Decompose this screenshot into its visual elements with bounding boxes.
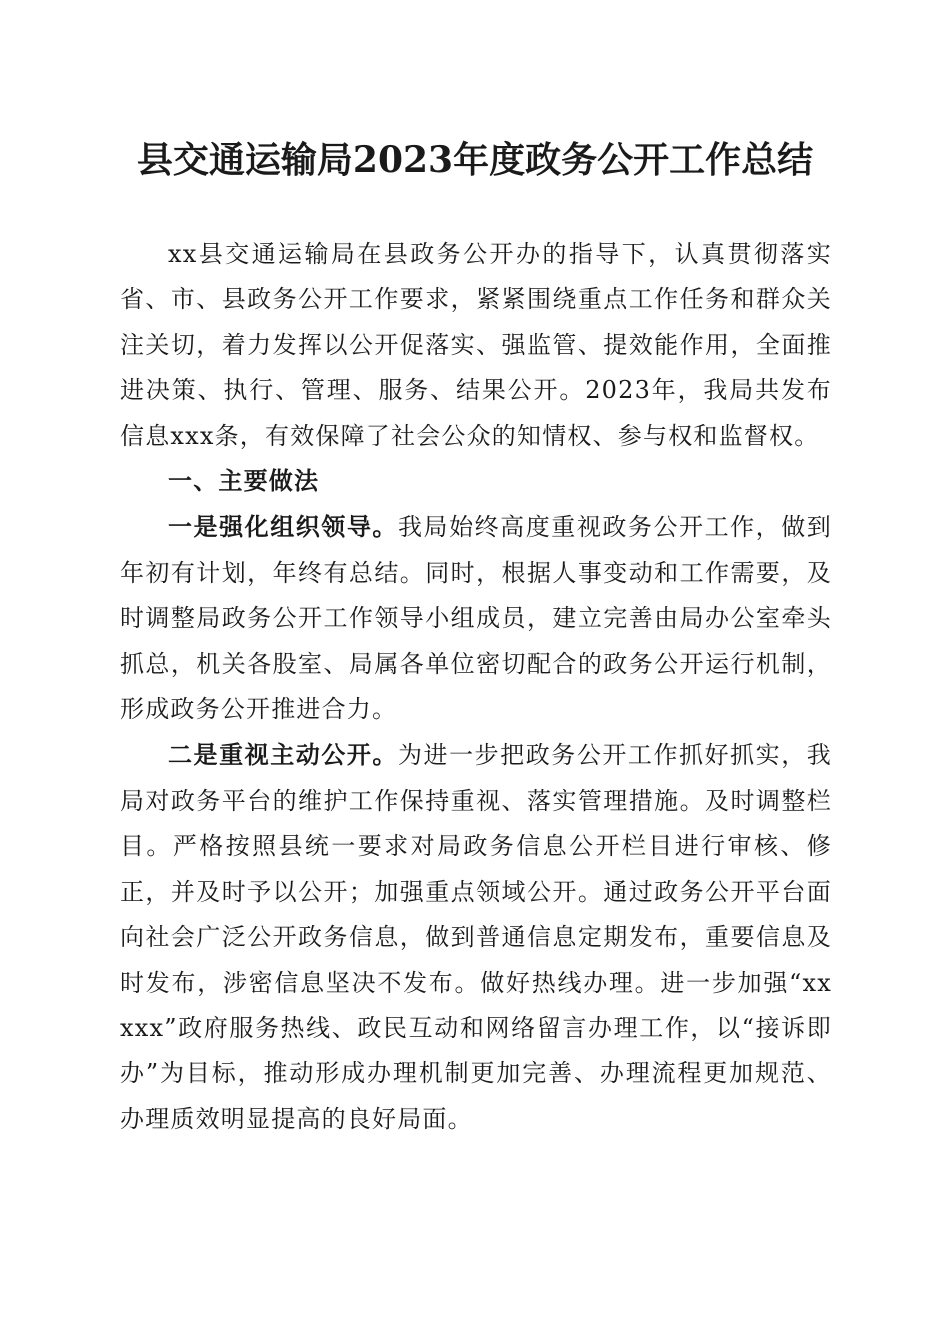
item-lead-proactive-disclosure: 二是重视主动公开。 (168, 740, 398, 770)
intro-paragraph: xx县交通运输局在县政务公开办的指导下，认真贯彻落实省、市、县政务公开工作要求，紧紧围绕重点工作任务和群众关注关切，着力发挥以公开促落实、强监管、提效能作用，全面推进决策、执行、管理、服务、结果公开。2023年，我局共发布信息xxx条，有效保障了社会公众的知情权、参与权和监督权。 (120, 240, 832, 450)
document-title: 县交通运输局2023年度政务公开工作总结 (136, 139, 814, 181)
item-text-organization: 我局始终高度重视政务公开工作，做到年初有计划，年终有总结。同时，根据人事变动和工作需要，及时调整局政务公开工作领导小组成员，建立完善由局办公室牵头抓总，机关各股室、局属各单位密切配合的政务公开运行机制，形成政务公开推进合力。 (120, 513, 832, 724)
section-heading-main-practices: 一、主要做法 (168, 467, 320, 496)
item-paragraph-organization (120, 504, 832, 732)
document-body (120, 232, 832, 1142)
item-text-proactive-disclosure: 为进一步把政务公开工作抓好抓实，我局对政务平台的维护工作保持重视、落实管理措施。及时调整栏目。严格按照县统一要求对局政务信息公开栏目进行审核、修正，并及时予以公开；加强重点领域公开。通过政务公开平台面向社会广泛公开政务信息，做到普通信息定期发布，重要信息及时发布，涉密信息坚决不发布。做好热线办理。进一步加强“xxxxx”政府服务热线、政民互动和网络留言办理工作，以“接诉即办”为目标，推动形成办理机制更加完善、办理流程更加规范、办理质效明显提高的良好局面。 (120, 741, 832, 1133)
item-paragraph-proactive-disclosure (120, 732, 832, 1142)
item-lead-organization: 一是强化组织领导。 (168, 512, 398, 542)
